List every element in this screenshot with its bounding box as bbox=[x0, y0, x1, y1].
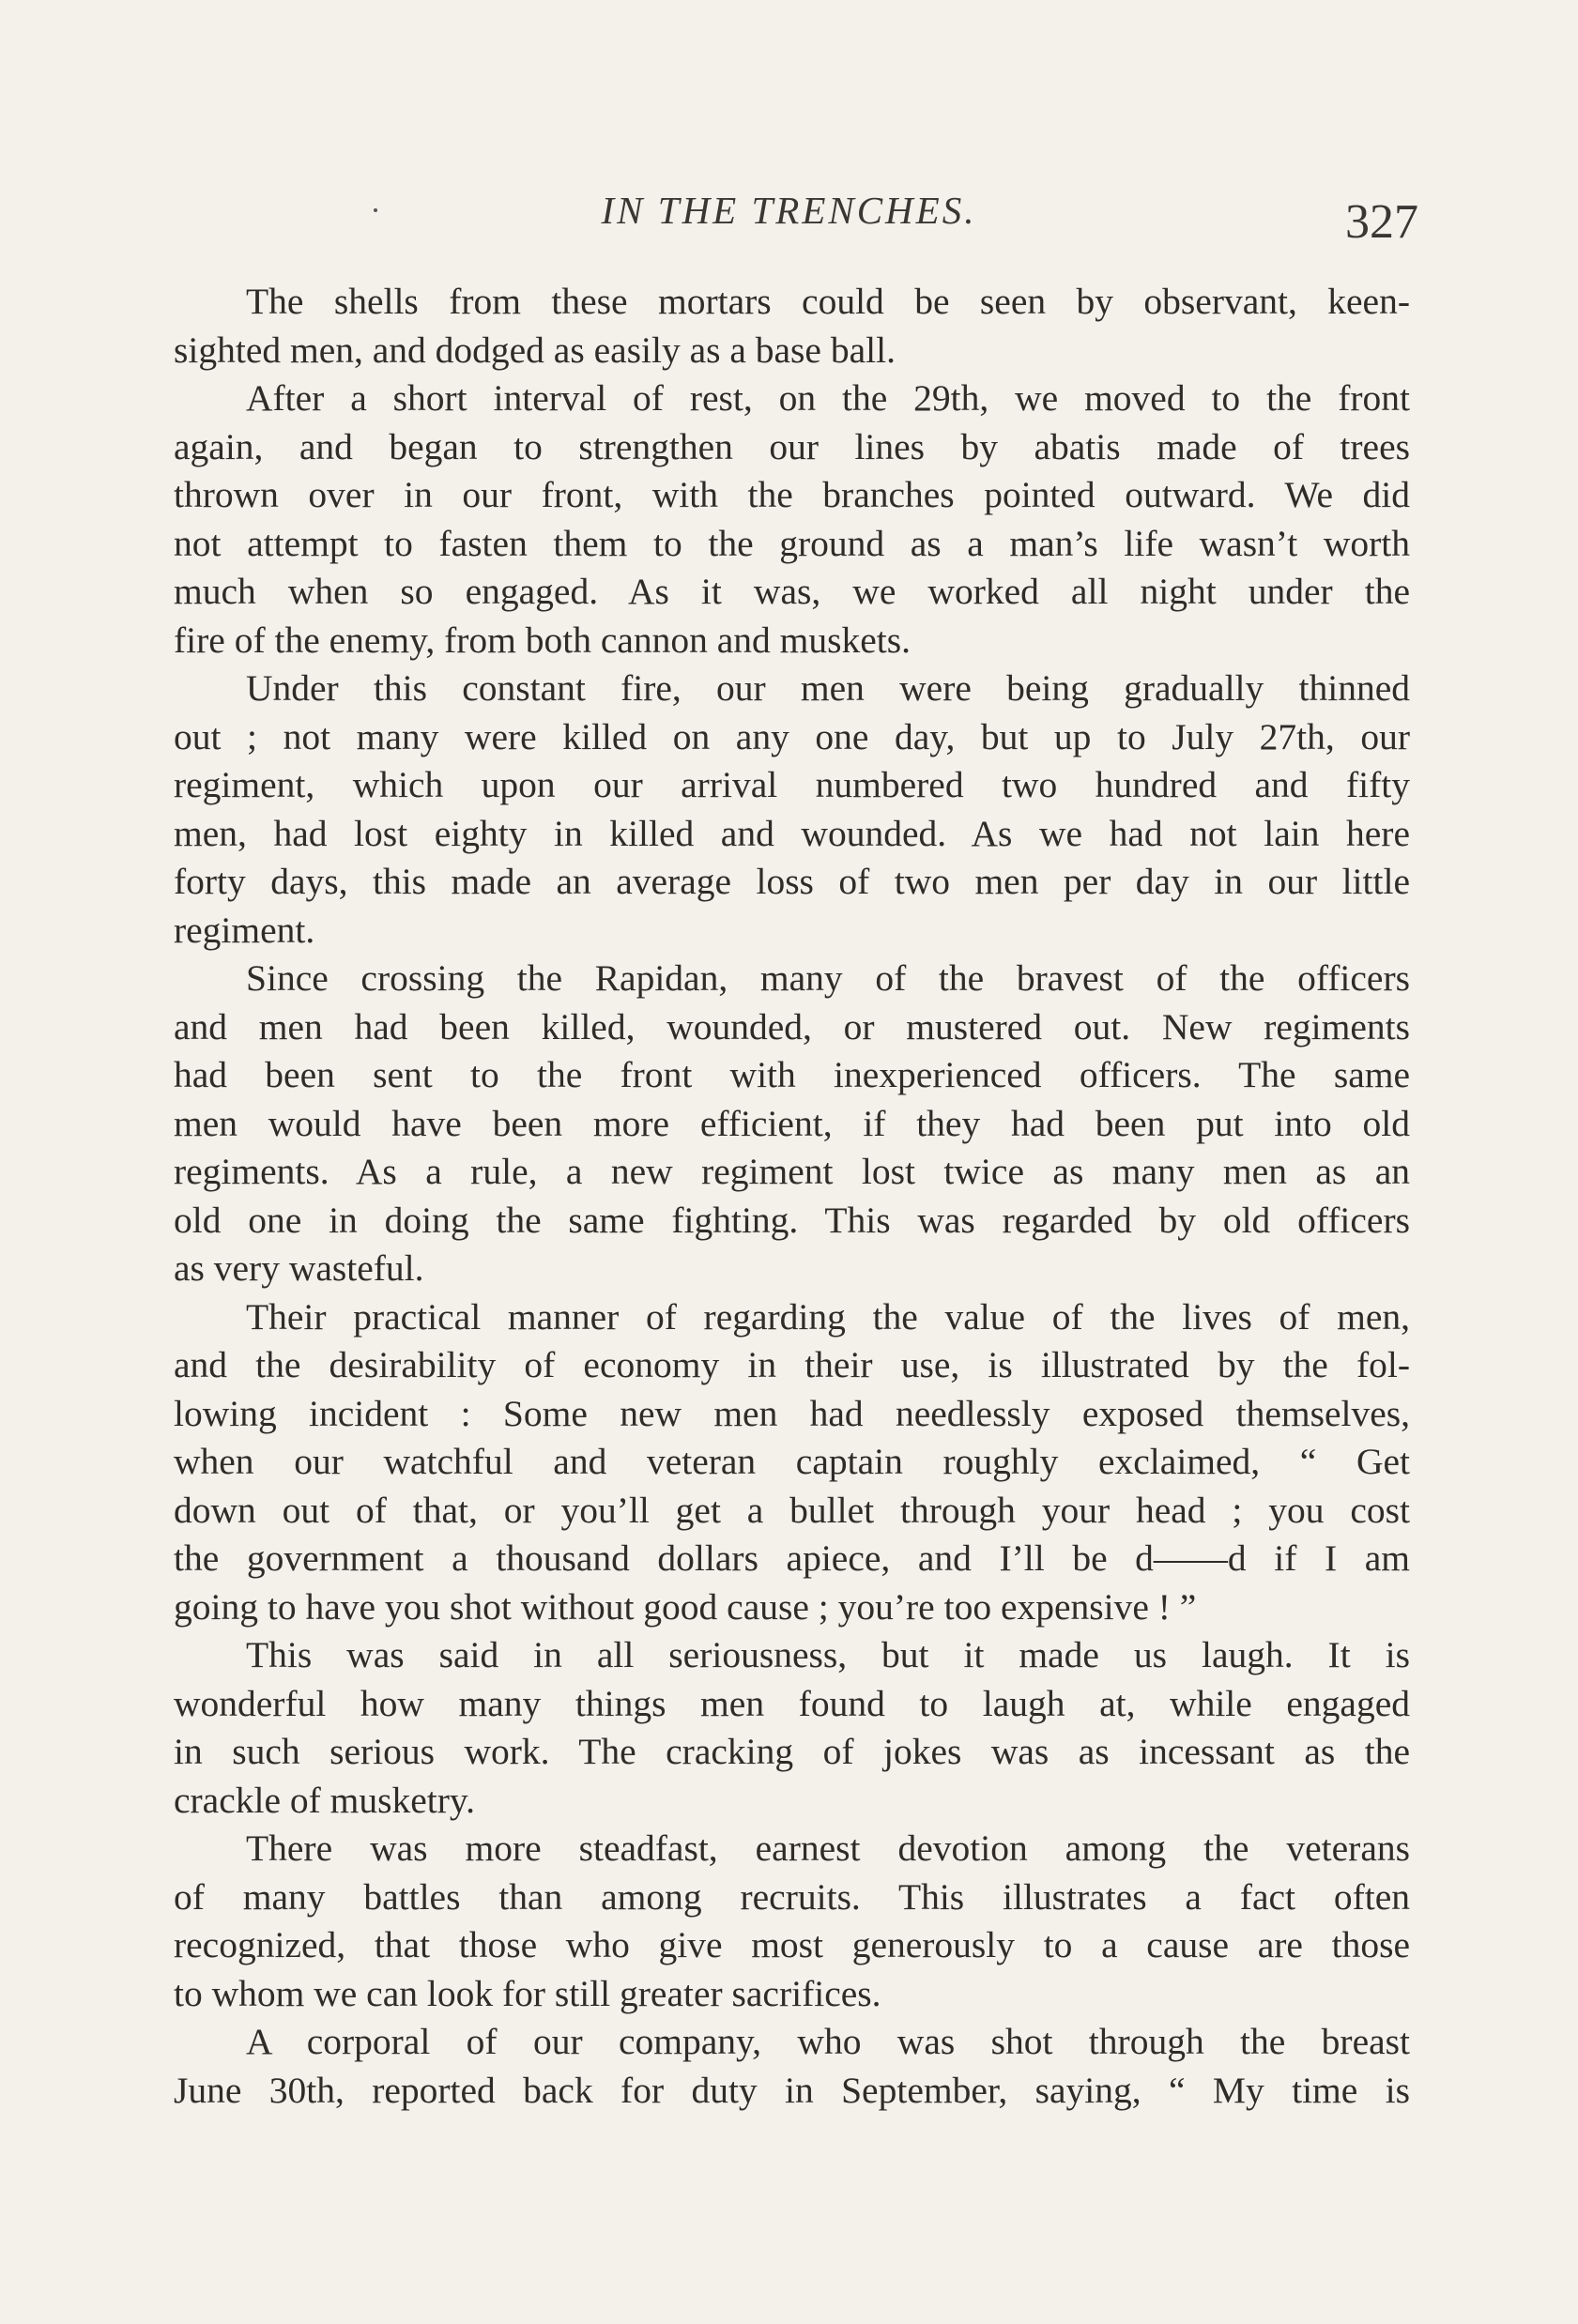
text-line: thrown over in our front, with the branches pointed outward. We did bbox=[174, 474, 1410, 515]
text-line: sighted men, and dodged as easily as a base ball. bbox=[174, 329, 896, 371]
text-line: Under this constant fire, our men were being gradually thinned bbox=[246, 667, 1410, 709]
text-line: Since crossing the Rapidan, many of the bravest of the officers bbox=[246, 957, 1410, 999]
text-line: out ; not many were killed on any one day, but up to July 27th, our bbox=[174, 715, 1410, 757]
text-line: again, and began to strengthen our lines by abatis made of trees bbox=[174, 425, 1410, 467]
text-line: old one in doing the same fighting. This was regarded by old officers bbox=[174, 1199, 1410, 1241]
paragraph bbox=[174, 665, 1410, 955]
text-line: to whom we can look for still greater sacrifices. bbox=[174, 1972, 881, 2014]
text-line: regiments. As a rule, a new regiment lost twice as many men as an bbox=[174, 1151, 1410, 1192]
running-head: IN THE TRENCHES. bbox=[601, 189, 977, 232]
text-line: This was said in all seriousness, but it made us laugh. It is bbox=[246, 1634, 1410, 1675]
text-line: going to have you shot without good cause ; you’re too expensive ! ” bbox=[174, 1585, 1197, 1628]
text-line: fire of the enemy, from both cannon and muskets. bbox=[174, 619, 912, 661]
text-line: and the desirability of economy in their use, is illustrated by the fol- bbox=[174, 1344, 1410, 1385]
text-line: men would have been more efficient, if they had been put into old bbox=[174, 1102, 1410, 1144]
text-line: recognized, that those who give most generously to a cause are those bbox=[174, 1924, 1410, 1965]
text-line: The shells from these mortars could be seen by observant, keen- bbox=[246, 281, 1410, 322]
text-line: crackle of musketry. bbox=[174, 1779, 475, 1821]
text-line: much when so engaged. As it was, we worked all night under the bbox=[174, 571, 1410, 612]
text-line: of many battles than among recruits. This illustrates a fact often bbox=[174, 1875, 1410, 1918]
body-text bbox=[174, 278, 1410, 2115]
paragraph bbox=[174, 1825, 1410, 2018]
text-line: A corporal of our company, who was shot through the breast bbox=[246, 2021, 1410, 2062]
text-line: regiment. bbox=[174, 909, 315, 951]
text-line: had been sent to the front with inexperienced officers. The same bbox=[174, 1054, 1410, 1095]
paragraph bbox=[174, 2018, 1410, 2115]
text-line: down out of that, or you’ll get a bullet through your head ; you cost bbox=[174, 1489, 1410, 1531]
paragraph bbox=[174, 1631, 1410, 1825]
text-line: June 30th, reported back for duty in September, saying, “ My time is bbox=[174, 2069, 1410, 2111]
text-line: when our watchful and veteran captain roughly exclaimed, “ Get bbox=[174, 1441, 1410, 1482]
text-line: and men had been killed, wounded, or mustered out. New regiments bbox=[174, 1005, 1410, 1047]
text-line: wonderful how many things men found to laugh at, while engaged bbox=[174, 1682, 1410, 1724]
text-line: After a short interval of rest, on the 29th, we moved to the front bbox=[246, 377, 1410, 419]
text-line: the government a thousand dollars apiece, and I’ll be d——d if I am bbox=[174, 1537, 1410, 1579]
text-line: as very wasteful. bbox=[174, 1247, 424, 1289]
text-line: not attempt to fasten them to the ground as a man’s life wasn’t worth bbox=[174, 522, 1410, 564]
text-line: in such serious work. The cracking of jokes was as incessant as the bbox=[174, 1731, 1410, 1772]
text-line: regiment, which upon our arrival numbered two hundred and fifty bbox=[174, 764, 1410, 805]
text-line: men, had lost eighty in killed and wounded. As we had not lain here bbox=[174, 812, 1410, 854]
paragraph bbox=[174, 375, 1410, 665]
text-line: Their practical manner of regarding the value of the lives of men, bbox=[246, 1295, 1410, 1338]
paragraph bbox=[174, 278, 1410, 375]
paragraph bbox=[174, 1293, 1410, 1632]
text-line: There was more steadfast, earnest devotion among the veterans bbox=[246, 1827, 1410, 1869]
page-number: 327 bbox=[1345, 195, 1418, 249]
paragraph bbox=[174, 955, 1410, 1293]
text-line: forty days, this made an average loss of two men per day in our little bbox=[174, 861, 1410, 902]
text-line: lowing incident : Some new men had needlessly exposed themselves, bbox=[174, 1392, 1410, 1434]
